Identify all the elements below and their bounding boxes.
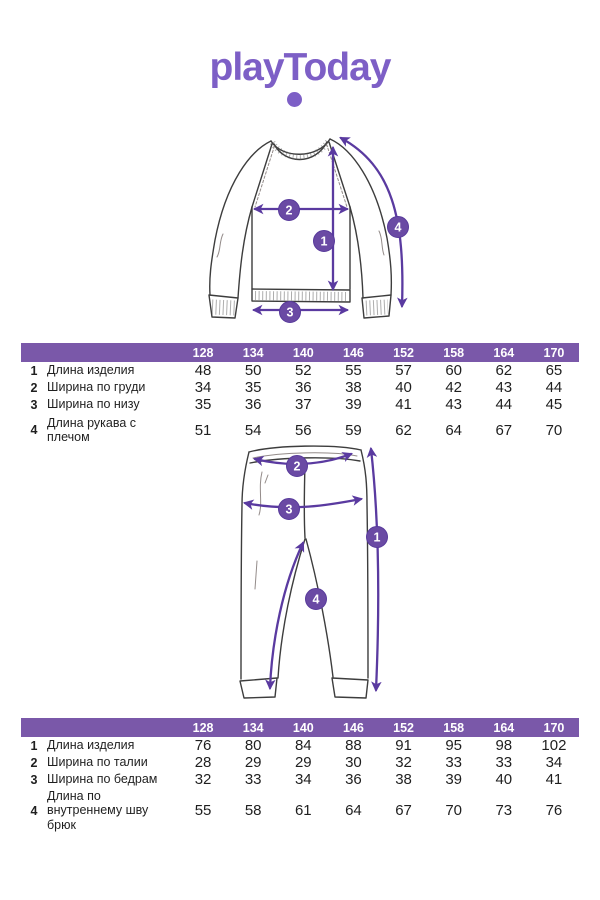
row-number: 4 (30, 423, 38, 438)
size-value: 52 (294, 362, 312, 379)
size-value: 55 (345, 362, 362, 379)
size-value: 37 (294, 396, 312, 413)
size-value: 95 (445, 737, 463, 754)
row-label: Ширина по низу (47, 397, 140, 412)
logo-dot-icon (287, 92, 302, 107)
svg-text:1: 1 (373, 530, 381, 545)
svg-text:2: 2 (293, 459, 301, 474)
size-value: 48 (194, 362, 212, 379)
size-value: 56 (294, 421, 312, 439)
size-value: 36 (244, 396, 262, 413)
svg-text:3: 3 (285, 502, 293, 517)
pants-measure-markers (279, 456, 388, 610)
size-value: 39 (345, 396, 362, 413)
size-value: 58 (244, 802, 262, 820)
size-value: 39 (445, 771, 463, 788)
size-value: 55 (194, 802, 212, 820)
size-value: 42 (445, 379, 463, 396)
length-arrow (371, 449, 378, 690)
size-header-cell: 152 (393, 345, 414, 360)
measurement-row (21, 789, 579, 832)
size-value: 59 (345, 421, 362, 439)
size-value: 102 (541, 737, 567, 754)
size-header-cell: 158 (443, 345, 465, 360)
svg-text:4: 4 (312, 592, 320, 607)
row-label: Длина по внутреннему шву брюк (47, 789, 149, 832)
row-number: 4 (30, 803, 38, 818)
row-number: 3 (30, 772, 38, 787)
size-value: 32 (395, 754, 412, 771)
size-value: 41 (395, 396, 412, 413)
size-value: 40 (495, 771, 513, 788)
pants-diagram (0, 443, 600, 715)
size-value: 43 (495, 379, 513, 396)
measurement-row (21, 771, 579, 788)
size-header-cell: 128 (192, 345, 214, 360)
size-value: 30 (345, 754, 362, 771)
pants-size-table (21, 718, 579, 832)
size-value: 36 (294, 379, 312, 396)
size-value: 61 (294, 802, 312, 820)
size-value: 70 (445, 802, 463, 820)
measurement-row (21, 396, 579, 413)
row-number: 1 (30, 738, 38, 753)
svg-text:2: 2 (285, 203, 293, 218)
row-label: Длина изделия (47, 363, 135, 378)
measurement-row (21, 416, 579, 445)
size-value: 45 (545, 396, 563, 413)
size-value: 76 (545, 802, 563, 820)
size-header-cell: 170 (543, 345, 565, 360)
size-value: 51 (194, 421, 212, 439)
hip-width-arrow (245, 499, 361, 507)
row-label: Длина изделия (47, 738, 135, 753)
size-header-row (21, 718, 579, 737)
size-value: 29 (294, 754, 312, 771)
size-header-cell: 152 (393, 720, 414, 735)
size-value: 64 (345, 802, 362, 820)
size-value: 33 (244, 771, 262, 788)
row-number: 2 (30, 380, 38, 395)
svg-text:1: 1 (320, 234, 328, 249)
pants-measure-arrows (245, 449, 378, 690)
sweater-measure-arrows (254, 138, 402, 310)
size-header-cell: 140 (292, 345, 314, 360)
size-value: 34 (194, 379, 212, 396)
size-value: 62 (495, 362, 513, 379)
size-header-cell: 146 (343, 720, 364, 735)
size-value: 44 (495, 396, 513, 413)
row-label: Длина рукава с плечом (47, 416, 137, 445)
size-value: 88 (345, 737, 362, 754)
size-value: 34 (294, 771, 312, 788)
measurement-row (21, 754, 579, 771)
size-value: 67 (495, 421, 513, 439)
row-number: 2 (30, 755, 38, 770)
row-number: 3 (30, 397, 38, 412)
size-header-cell: 164 (493, 720, 515, 735)
svg-text:3: 3 (286, 305, 294, 320)
sweater-diagram (0, 118, 600, 343)
size-value: 43 (445, 396, 463, 413)
row-label: Ширина по талии (47, 755, 148, 770)
size-header-cell: 170 (543, 720, 565, 735)
size-value: 65 (545, 362, 563, 379)
size-value: 38 (345, 379, 362, 396)
size-value: 70 (545, 421, 563, 439)
size-value: 38 (395, 771, 412, 788)
size-value: 29 (244, 754, 262, 771)
brand-logo: playToday (209, 46, 391, 89)
size-value: 33 (445, 754, 463, 771)
sweater-measure-markers (279, 200, 409, 323)
size-value: 67 (395, 802, 412, 820)
pants-outline (240, 446, 368, 698)
size-value: 73 (495, 802, 513, 820)
sweater-outline (209, 139, 391, 318)
sweater-size-table (21, 343, 579, 445)
svg-text:4: 4 (394, 220, 402, 235)
size-value: 50 (244, 362, 262, 379)
size-value: 80 (244, 737, 262, 754)
measurement-row (21, 737, 579, 754)
row-label: Ширина по бедрам (47, 772, 158, 787)
measurement-row (21, 362, 579, 379)
size-value: 54 (244, 421, 262, 439)
size-header-cell: 146 (343, 345, 364, 360)
size-value: 60 (445, 362, 463, 379)
size-value: 40 (395, 379, 412, 396)
size-value: 44 (545, 379, 563, 396)
size-header-cell: 134 (242, 345, 264, 360)
size-value: 91 (395, 737, 412, 754)
size-value: 84 (294, 737, 312, 754)
size-header-row (21, 343, 579, 362)
size-header-cell: 140 (292, 720, 314, 735)
measurement-row (21, 379, 579, 396)
size-value: 35 (244, 379, 262, 396)
size-value: 64 (445, 421, 463, 439)
size-value: 62 (395, 421, 412, 439)
size-value: 28 (194, 754, 212, 771)
size-value: 41 (545, 771, 563, 788)
size-header-cell: 164 (493, 345, 515, 360)
size-value: 36 (345, 771, 362, 788)
size-value: 32 (194, 771, 212, 788)
row-label: Ширина по груди (47, 380, 146, 395)
row-number: 1 (30, 363, 38, 378)
size-header-cell: 134 (242, 720, 264, 735)
size-value: 76 (194, 737, 212, 754)
size-value: 98 (495, 737, 513, 754)
size-header-cell: 128 (192, 720, 214, 735)
size-value: 57 (395, 362, 412, 379)
size-value: 33 (495, 754, 513, 771)
size-header-cell: 158 (443, 720, 465, 735)
size-value: 35 (194, 396, 212, 413)
size-value: 34 (545, 754, 563, 771)
